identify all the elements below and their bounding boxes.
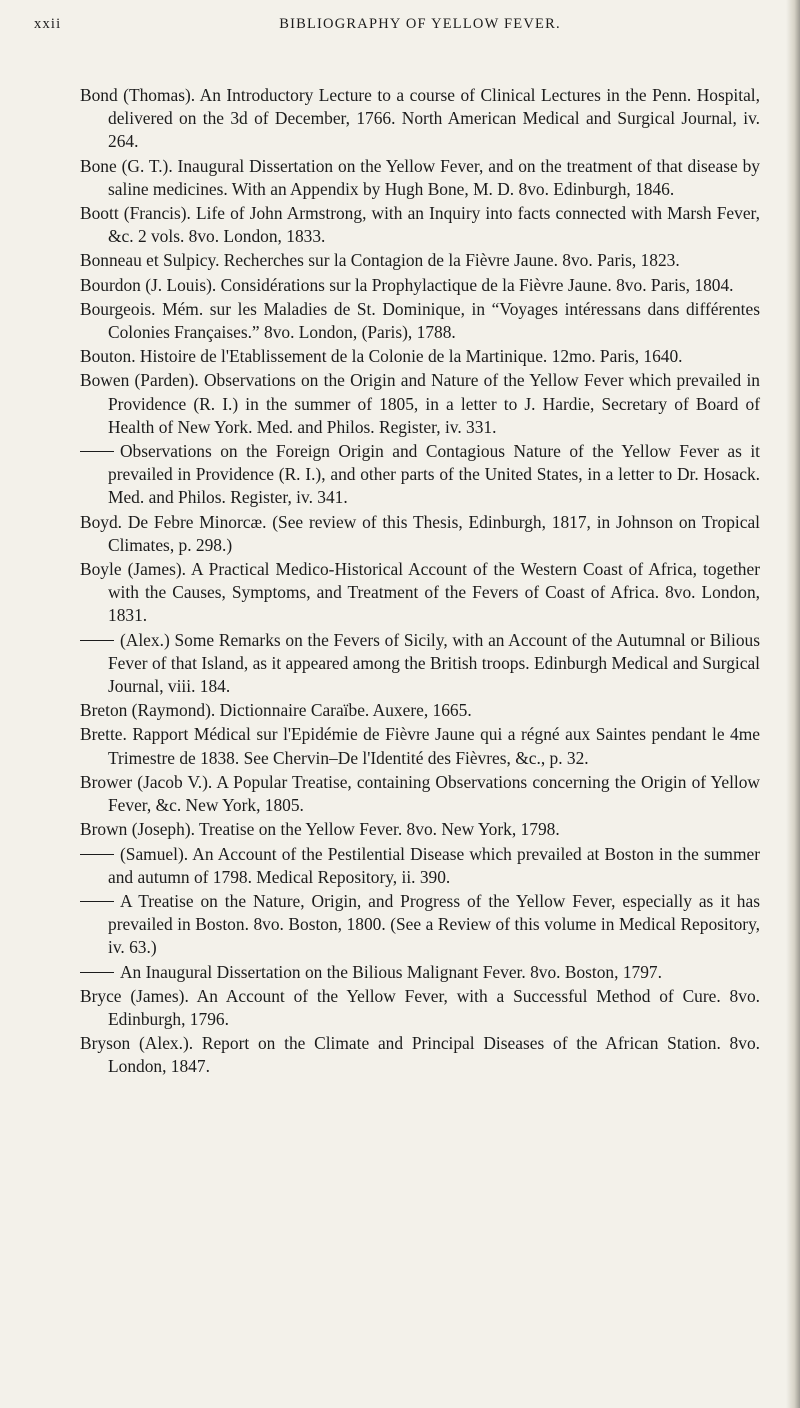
- entry-text: Breton (Raymond). Dictionnaire Caraïbe. Auxere, 1665.: [80, 700, 472, 721]
- bibliography-entry: [80, 511, 760, 557]
- entry-text: Bourdon (J. Louis). Considérations sur la Prophylactique de la Fièvre Jaune. 8vo. Paris, 1804.: [80, 274, 734, 295]
- entry-text: Brower (Jacob V.). A Popular Treatise, containing Observations concerning the Origin of Yellow Fever, &c. New York, 1805.: [80, 771, 760, 816]
- entry-text: Boyd. De Febre Minorcæ. (See review of this Thesis, Edinburgh, 1817, in Johnson on Tropical Climates, p. 298.): [80, 511, 760, 555]
- entry-text: An Inaugural Dissertation on the Bilious Malignant Fever. 8vo. Boston, 1797.: [120, 961, 662, 982]
- bibliography-entry: [80, 274, 760, 297]
- entry-text: Bowen (Parden). Observations on the Origin and Nature of the Yellow Fever which prevailed in Providence (R. I.) in the summer of 1805, in a letter to J. Hardie, Secretary of Board of Health of New York. Med. and Philos. Register, iv. 331.: [80, 370, 760, 437]
- bibliography-entry: [80, 818, 760, 841]
- bibliography-entry: [80, 369, 760, 439]
- bibliography-entry: [80, 155, 760, 201]
- entry-text: Bouton. Histoire de l'Etablissement de la Colonie de la Martinique. 12mo. Paris, 1640.: [80, 346, 683, 367]
- entry-text: Observations on the Foreign Origin and Contagious Nature of the Yellow Fever as it prevailed in Providence (R. I.), and other parts of the United States, in a letter to Dr. Hosack. Med. and Philos. Register, iv. 341.: [108, 441, 760, 508]
- entry-text: Bonneau et Sulpicy. Recherches sur la Contagion de la Fièvre Jaune. 8vo. Paris, 1823.: [80, 250, 680, 271]
- entry-text: Boyle (James). A Practical Medico-Historical Account of the Western Coast of Africa, together with the Causes, Symptoms, and Treatment of the Fevers of Coast of Africa. 8vo. London, 1831.: [80, 559, 760, 626]
- bibliography-list: [80, 84, 760, 1080]
- page-edge-shadow: [786, 0, 800, 1408]
- bibliography-entry: [80, 558, 760, 628]
- ditto-dash: [80, 451, 114, 452]
- bibliography-entry: [80, 771, 760, 817]
- bibliography-entry: [80, 84, 760, 154]
- bibliography-entry: [80, 843, 760, 889]
- bibliography-entry: [80, 723, 760, 769]
- page-number: xxii: [34, 16, 62, 32]
- bibliography-entry: [80, 961, 760, 984]
- bibliography-entry: [80, 890, 760, 960]
- ditto-dash: [80, 640, 114, 641]
- bibliography-entry: [80, 345, 760, 368]
- entry-text: (Samuel). An Account of the Pestilential Disease which prevailed at Boston in the summer and autumn of 1798. Medical Repository, ii. 390.: [108, 843, 760, 887]
- entry-text: Brette. Rapport Médical sur l'Epidémie de Fièvre Jaune qui a régné aux Saintes pendant le 4me Trimestre de 1838. See Chervin–De l'Identité des Fièvres, &c., p. 32.: [80, 724, 760, 768]
- entry-text: Bond (Thomas). An Introductory Lecture to a course of Clinical Lectures in the Penn. Hospital, delivered on the 3d of December, 1766. North American Medical and Surgical Journal, iv. 264.: [80, 85, 760, 152]
- bibliography-entry: [80, 699, 760, 722]
- ditto-dash: [80, 854, 114, 855]
- bibliography-entry: [80, 249, 760, 272]
- entry-text: Bryce (James). An Account of the Yellow Fever, with a Successful Method of Cure. 8vo. Edinburgh, 1796.: [80, 985, 760, 1029]
- entry-text: Bone (G. T.). Inaugural Dissertation on the Yellow Fever, and on the treatment of that disease by saline medicines. With an Appendix by Hugh Bone, M. D. 8vo. Edinburgh, 1846.: [80, 155, 760, 199]
- bibliography-entry: [80, 1032, 760, 1078]
- entry-text: (Alex.) Some Remarks on the Fevers of Sicily, with an Account of the Autumnal or Bilious Fever of that Island, as it appeared among the British troops. Edinburgh Medical and Surgical Journal, viii. 184.: [108, 629, 760, 697]
- bibliography-entry: [80, 629, 760, 699]
- entry-text: A Treatise on the Nature, Origin, and Progress of the Yellow Fever, especially as it has prevailed in Boston. 8vo. Boston, 1800. (See a Review of this volume in Medical Repository, iv. 63.): [108, 890, 760, 958]
- entry-text: Bryson (Alex.). Report on the Climate and Principal Diseases of the African Station. 8vo. London, 1847.: [80, 1033, 760, 1077]
- entry-text: Boott (Francis). Life of John Armstrong, with an Inquiry into facts connected with Marsh Fever, &c. 2 vols. 8vo. London, 1833.: [80, 203, 760, 247]
- page-header: [34, 0, 760, 70]
- bibliography-entry: [80, 440, 760, 510]
- bibliography-entry: [80, 985, 760, 1031]
- entry-text: Brown (Joseph). Treatise on the Yellow Fever. 8vo. New York, 1798.: [80, 819, 560, 840]
- running-title: BIBLIOGRAPHY OF YELLOW FEVER.: [279, 16, 561, 32]
- ditto-dash: [80, 901, 114, 902]
- entry-text: Bourgeois. Mém. sur les Maladies de St. Dominique, in “Voyages intéressans dans différentes Colonies Françaises.” 8vo. London, (Paris), 1788.: [80, 298, 760, 343]
- ditto-dash: [80, 972, 114, 973]
- bibliography-entry: [80, 202, 760, 248]
- bibliography-entry: [80, 298, 760, 344]
- book-page: [34, 0, 760, 1077]
